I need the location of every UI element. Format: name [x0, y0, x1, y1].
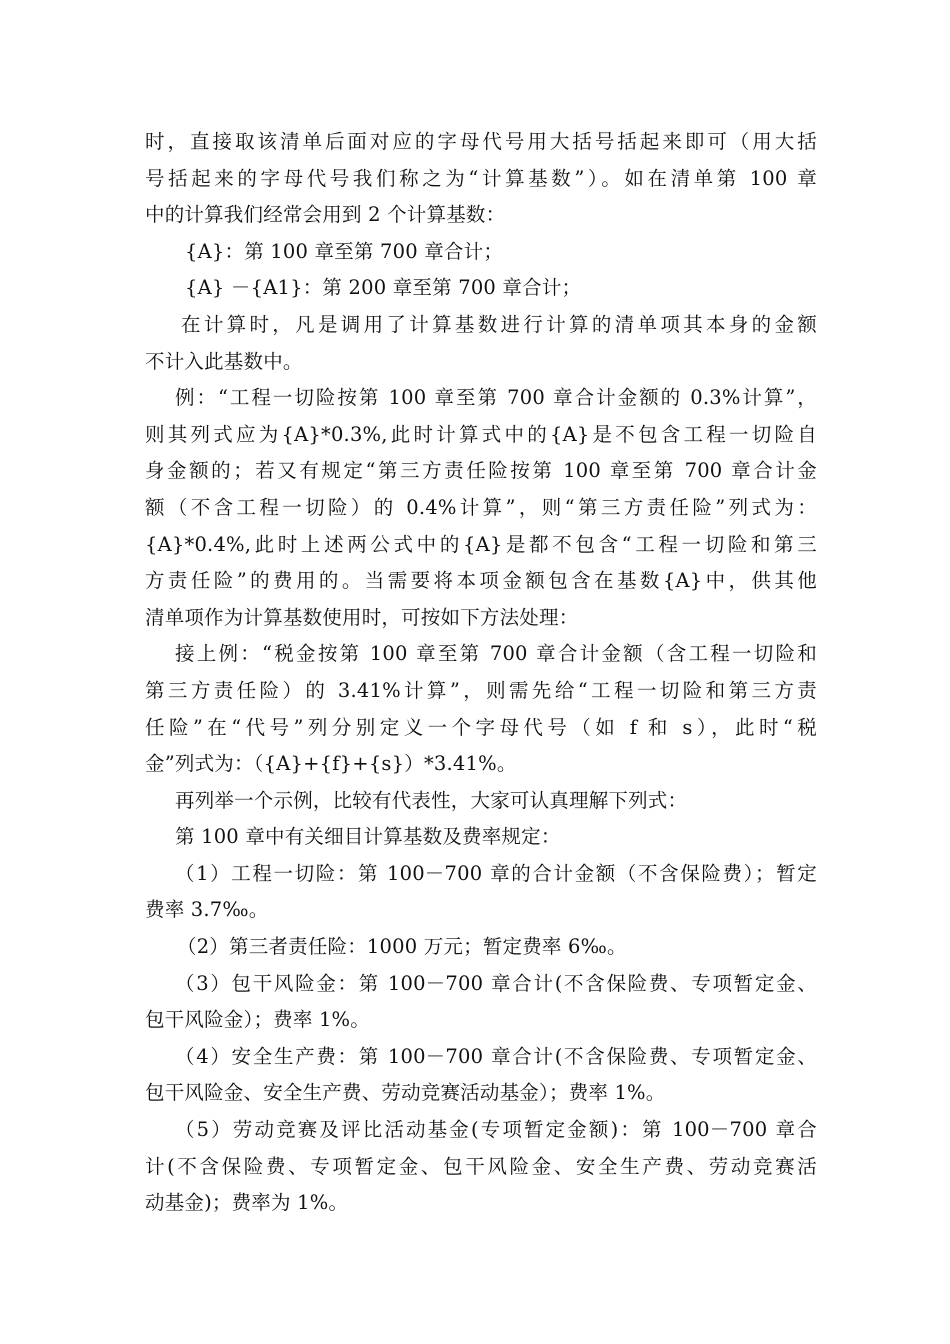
text-line: {A}*0.4%,此时上述两公式中的{A}是都不包含“工程一切险和第三	[145, 532, 817, 556]
text-line: （1）工程一切险：第 100－700 章的合计金额（不含保险费）；暂定	[175, 861, 817, 885]
text-line: 包干风险金）；费率 1%。	[145, 1008, 370, 1032]
document-body	[145, 124, 817, 1222]
text-line: 接上例：“税金按第 100 章至第 700 章合计金额（含工程一切险和	[175, 642, 817, 666]
text-line: 计(不含保险费、专项暂定金、包干风险金、安全生产费、劳动竞赛活	[145, 1154, 817, 1178]
text-line: （5）劳动竞赛及评比活动基金(专项暂定金额)：第 100－700 章合	[175, 1118, 817, 1142]
text-line: 清单项作为计算基数使用时，可按如下方法处理：	[145, 605, 579, 629]
text-line: 方责任险”的费用的。当需要将本项金额包含在基数{A}中，供其他	[145, 569, 817, 593]
text-line: 额（不含工程一切险）的 0.4%计算”，则“第三方责任险”列式为：	[145, 495, 817, 519]
text-line: 第三方责任险）的 3.41%计算”，则需先给“工程一切险和第三方责	[145, 678, 817, 702]
text-line: 包干风险金、安全生产费、劳动竞赛活动基金）；费率 1%。	[145, 1081, 666, 1105]
text-line: 金”列式为：（{A}+{f}+{s}）*3.41%。	[145, 752, 517, 776]
text-line: 中的计算我们经常会用到 2 个计算基数：	[145, 203, 506, 227]
text-line: 在计算时，凡是调用了计算基数进行计算的清单项其本身的金额	[181, 312, 817, 336]
text-line: 再列举一个示例，比较有代表性，大家可认真理解下列式：	[175, 788, 688, 812]
text-line: （2）第三者责任险：1000 万元；暂定费率 6‰。	[177, 935, 627, 959]
text-line: 动基金)；费率为 1%。	[145, 1191, 349, 1215]
text-line: 身金额的；若又有规定“第三方责任险按第 100 章至第 700 章合计金	[145, 459, 817, 483]
text-line: 不计入此基数中。	[145, 349, 303, 373]
text-line: 时，直接取该清单后面对应的字母代号用大括号括起来即可（用大括	[145, 130, 817, 153]
text-line: 任险”在“代号”列分别定义一个字母代号（如 f 和 s），此时“税	[145, 715, 817, 739]
text-line: {A}：第 100 章至第 700 章合计；	[185, 239, 504, 263]
text-line: 则其列式应为{A}*0.3%,此时计算式中的{A}是不包含工程一切险自	[145, 422, 817, 446]
text-line: {A} －{A1}：第 200 章至第 700 章合计；	[185, 276, 582, 300]
text-line: 费率 3.7‰。	[145, 898, 269, 922]
text-line: （3）包干风险金：第 100－700 章合计(不含保险费、专项暂定金、	[175, 971, 817, 995]
text-line: 例：“工程一切险按第 100 章至第 700 章合计金额的 0.3%计算”，	[175, 386, 817, 410]
text-line: （4）安全生产费：第 100－700 章合计(不含保险费、专项暂定金、	[175, 1044, 817, 1068]
text-line: 第 100 章中有关细目计算基数及费率规定：	[175, 825, 561, 849]
text-line: 号括起来的字母代号我们称之为“计算基数”）。如在清单第 100 章	[145, 166, 817, 190]
